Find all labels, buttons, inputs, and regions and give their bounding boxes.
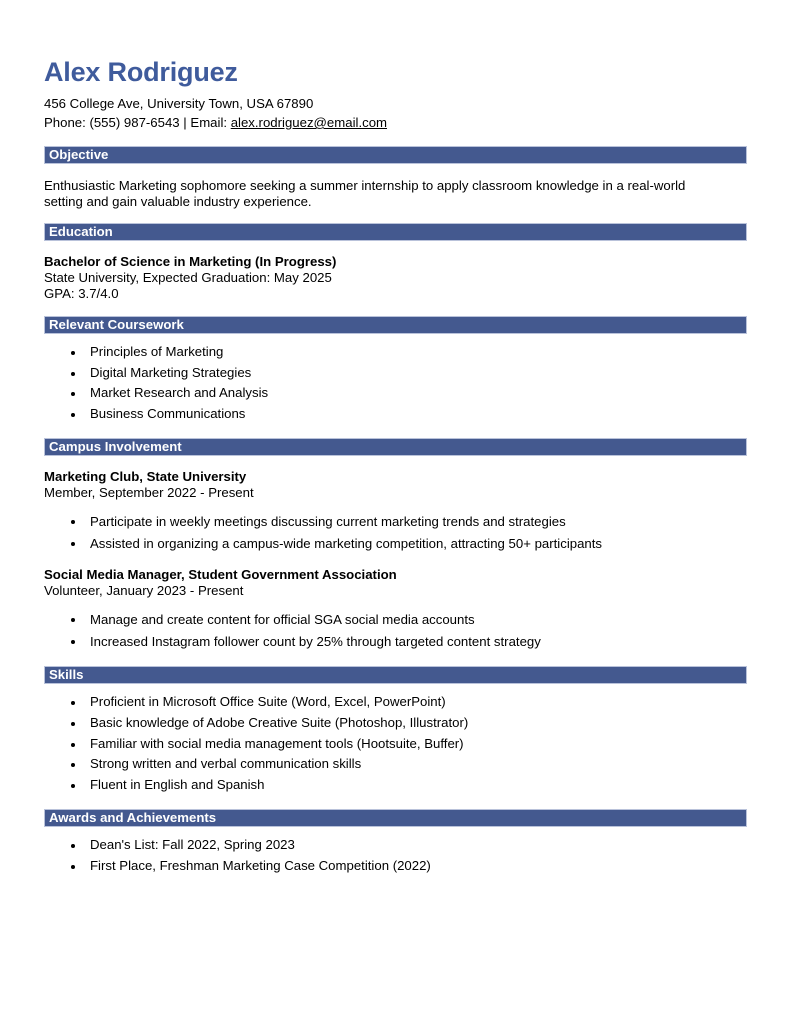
list-item: Manage and create content for official SGA social media accounts [44,609,747,631]
list-item: Strong written and verbal communication skills [44,754,747,775]
list-item: First Place, Freshman Marketing Case Competition (2022) [44,856,747,877]
entry-subtitle: Volunteer, January 2023 - Present [44,583,244,599]
section-header-education [44,223,747,241]
list-item: Dean's List: Fall 2022, Spring 2023 [44,835,747,856]
awards-list [44,835,747,876]
entry-title: Social Media Manager, Student Government Association [44,567,397,583]
campus-bullets-sga [44,609,747,652]
list-item: Proficient in Microsoft Office Suite (Word, Excel, PowerPoint) [44,692,747,713]
section-header-skills [44,666,747,684]
campus-entry-marketing-club [44,469,747,501]
campus-bullets-marketing-club [44,511,747,554]
list-item: Basic knowledge of Adobe Creative Suite (Photoshop, Illustrator) [44,713,747,734]
phone-label: Phone: (555) 987-6543 | Email: [44,115,231,130]
list-item: Market Research and Analysis [44,383,747,404]
page-title: Alex Rodriguez [44,57,238,87]
list-item: Increased Instagram follower count by 25% through targeted content strategy [44,631,747,653]
entry-title: Marketing Club, State University [44,469,247,485]
email-link[interactable]: alex.rodriguez@email.com [230,115,388,130]
phone-email-line [44,113,747,132]
coursework-list [44,342,747,424]
list-item: Business Communications [44,404,747,425]
list-item: Fluent in English and Spanish [44,775,747,796]
section-title-coursework: Relevant Coursework [49,317,184,332]
education-degree: Bachelor of Science in Marketing (In Progress) [44,254,337,269]
education-entry [44,254,747,302]
skills-list [44,692,747,795]
campus-entry-sga [44,567,747,599]
education-school: State University, Expected Graduation: May 2025 [44,270,332,285]
section-header-objective [44,146,747,164]
section-title-campus-involvement: Campus Involvement [49,439,182,455]
entry-subtitle: Member, September 2022 - Present [44,485,254,501]
section-header-awards [44,809,747,827]
section-header-coursework [44,316,747,334]
section-title-skills: Skills [49,667,84,683]
section-title-education: Education [49,224,113,239]
list-item: Familiar with social media management tools (Hootsuite, Buffer) [44,734,747,755]
objective-paragraph: Enthusiastic Marketing sophomore seeking a summer internship to apply classroom knowledge in a real-world setting and gain valuable industry experience. [44,178,686,209]
list-item: Assisted in organizing a campus-wide marketing competition, attracting 50+ participants [44,533,747,555]
list-item: Digital Marketing Strategies [44,363,747,384]
section-title-objective: Objective [49,147,109,162]
list-item: Participate in weekly meetings discussing current marketing trends and strategies [44,511,747,533]
education-gpa: GPA: 3.7/4.0 [44,286,119,301]
list-item: Principles of Marketing [44,342,747,363]
section-title-awards: Awards and Achievements [49,810,217,826]
address-line: 456 College Ave, University Town, USA 67890 [44,96,314,111]
section-header-campus-involvement [44,438,747,456]
